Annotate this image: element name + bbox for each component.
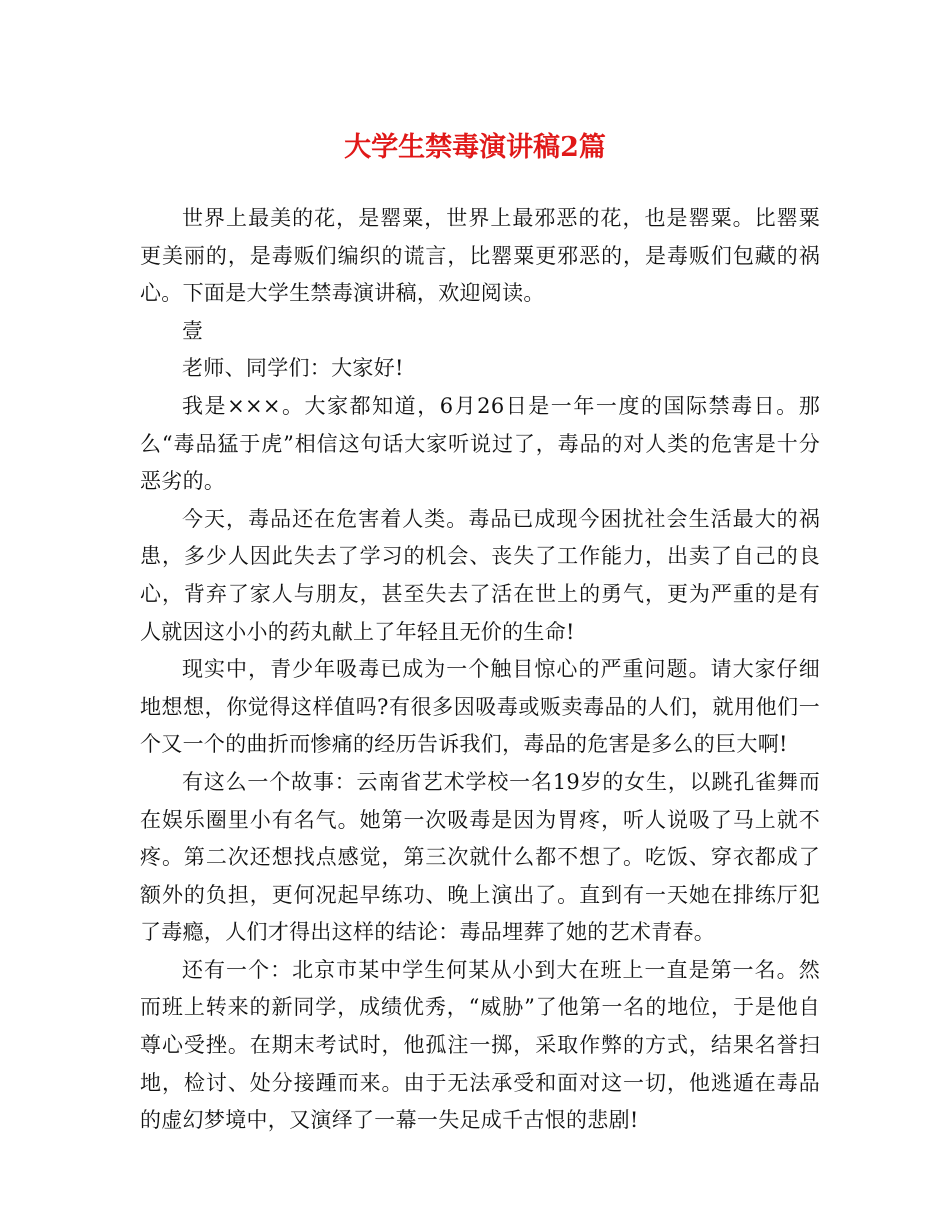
paragraph-story-student: 还有一个：北京市某中学生何某从小到大在班上一直是第一名。然而班上转来的新同学，成绩优秀，“威胁”了他第一名的地位，于是他自尊心受挫。在期末考试时，他孤注一掷，采取作弊的方式，结果名誉扫地，检讨、处分接踵而来。由于无法承受和面对这一切，他逃遁在毒品的虚幻梦境中，又演绎了一幕一失足成千古恨的悲剧! [140,957,820,1133]
document-body [140,200,820,1140]
paragraph-youth: 现实中，青少年吸毒已成为一个触目惊心的严重问题。请大家仔细地想想，你觉得这样值吗?有很多因吸毒或贩卖毒品的人们，就用他们一个又一个的曲折而惨痛的经历告诉我们，毒品的危害是多么的巨大啊! [140,657,820,757]
paragraph-story-dancer: 有这么一个故事：云南省艺术学校一名19岁的女生，以跳孔雀舞而在娱乐圈里小有名气。她第一次吸毒是因为胃疼，听人说吸了马上就不疼。第二次还想找点感觉，第三次就什么都不想了。吃饭、穿衣都成了额外的负担，更何况起早练功、晚上演出了。直到有一天她在排练厅犯了毒瘾，人们才得出这样的结论：毒品埋葬了她的艺术青春。 [140,769,820,945]
paragraph-section-number: 壹 [182,318,204,343]
paragraph-harm: 今天，毒品还在危害着人类。毒品已成现今困扰社会生活最大的祸患，多少人因此失去了学习的机会、丧失了工作能力，出卖了自己的良心，背弃了家人与朋友，甚至失去了活在世上的勇气，更为严重的是有人就因这小小的药丸献上了年轻且无价的生命! [140,506,820,644]
paragraph-intro: 世界上最美的花，是罂粟，世界上最邪恶的花，也是罂粟。比罂粟更美丽的，是毒贩们编织的谎言，比罂粟更邪恶的，是毒贩们包藏的祸心。下面是大学生禁毒演讲稿，欢迎阅读。 [140,206,820,306]
paragraph-greeting: 老师、同学们：大家好! [182,356,404,381]
document-title: 大学生禁毒演讲稿2篇 [344,132,606,163]
paragraph-drug-day: 我是×××。大家都知道，6月26日是一年一度的国际禁毒日。那么“毒品猛于虎”相信这句话大家听说过了，毒品的对人类的危害是十分恶劣的。 [140,393,820,494]
